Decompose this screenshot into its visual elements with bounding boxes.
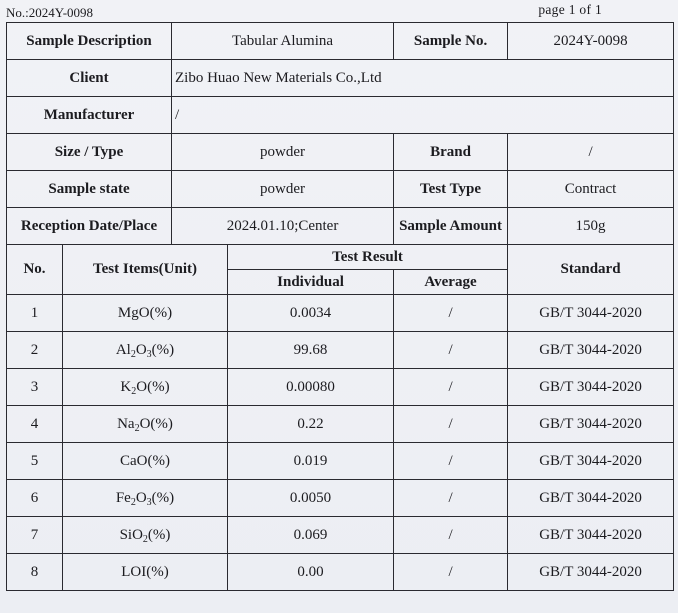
test-item — [63, 369, 228, 406]
row-number: 2 — [7, 332, 63, 369]
row-number: 1 — [7, 295, 63, 332]
item-unit: (%) — [151, 341, 175, 358]
individual-value: 0.0034 — [228, 295, 394, 332]
test-item — [63, 517, 228, 554]
manufacturer-label: Manufacturer — [7, 97, 172, 134]
standard-value: GB/T 3044-2020 — [508, 332, 674, 369]
sample-amount-value: 150g — [508, 208, 674, 245]
item-formula-main: SiO — [119, 526, 143, 543]
info-row-client — [7, 60, 674, 97]
page-indicator: page 1 of 1 — [538, 2, 602, 17]
item-formula-subscript: 2 — [142, 533, 148, 545]
average-value: / — [394, 443, 508, 480]
item-formula-main: K — [120, 378, 132, 395]
row-number: 3 — [7, 369, 63, 406]
item-formula-main: Al — [115, 341, 131, 358]
standard-value: GB/T 3044-2020 — [508, 517, 674, 554]
row-number: 8 — [7, 554, 63, 591]
row-number: 5 — [7, 443, 63, 480]
item-formula-main: MgO — [117, 304, 150, 321]
average-value: / — [394, 517, 508, 554]
individual-value: 0.0050 — [228, 480, 394, 517]
item-formula-tail: O — [135, 341, 147, 358]
row-number: 4 — [7, 406, 63, 443]
header-average: Average — [394, 270, 508, 295]
header-no: No. — [7, 245, 63, 295]
results-header-row-1 — [7, 245, 674, 270]
info-row-manufacturer — [7, 97, 674, 134]
item-formula-main: Na — [117, 415, 135, 432]
average-value: / — [394, 369, 508, 406]
row-number: 7 — [7, 517, 63, 554]
item-unit: (%) — [147, 452, 170, 469]
document-header — [6, 3, 672, 21]
item-formula-tail: O — [135, 489, 147, 506]
item-unit: (%) — [151, 489, 175, 506]
item-formula-subscript: 2 — [130, 496, 136, 508]
size-type-label: Size / Type — [7, 134, 172, 171]
sample-no-value: 2024Y-0098 — [508, 23, 674, 60]
manufacturer-value: / — [172, 97, 674, 134]
test-item — [63, 480, 228, 517]
item-formula-subscript-2: 3 — [146, 496, 152, 508]
item-formula-subscript: 2 — [130, 348, 136, 360]
row-number: 6 — [7, 480, 63, 517]
item-formula-subscript-2: 3 — [146, 348, 152, 360]
item-unit: (%) — [147, 378, 170, 395]
standard-value: GB/T 3044-2020 — [508, 480, 674, 517]
result-row — [7, 369, 674, 406]
item-unit: (%) — [146, 563, 169, 580]
individual-value: 0.069 — [228, 517, 394, 554]
sample-description-value: Tabular Alumina — [172, 23, 394, 60]
individual-value: 0.00 — [228, 554, 394, 591]
sample-amount-label: Sample Amount — [394, 208, 508, 245]
client-label: Client — [7, 60, 172, 97]
item-formula-main: CaO — [120, 452, 148, 469]
result-row — [7, 295, 674, 332]
individual-value: 0.00080 — [228, 369, 394, 406]
brand-value: / — [508, 134, 674, 171]
standard-value: GB/T 3044-2020 — [508, 295, 674, 332]
result-row — [7, 406, 674, 443]
reception-label: Reception Date/Place — [7, 208, 172, 245]
test-item — [63, 443, 228, 480]
test-type-label: Test Type — [394, 171, 508, 208]
results-body — [7, 295, 674, 591]
individual-value: 99.68 — [228, 332, 394, 369]
item-unit: (%) — [149, 304, 173, 321]
client-value: Zibo Huao New Materials Co.,Ltd — [172, 60, 674, 97]
sample-state-label: Sample state — [7, 171, 172, 208]
header-standard: Standard — [508, 245, 674, 295]
item-formula-tail: O — [136, 378, 148, 395]
test-type-value: Contract — [508, 171, 674, 208]
item-unit: (%) — [147, 526, 171, 543]
individual-value: 0.22 — [228, 406, 394, 443]
average-value: / — [394, 406, 508, 443]
item-formula-main: Fe — [115, 489, 131, 506]
reception-value: 2024.01.10;Center — [172, 208, 394, 245]
average-value: / — [394, 295, 508, 332]
item-unit: (%) — [150, 415, 173, 432]
result-row — [7, 332, 674, 369]
size-type-value: powder — [172, 134, 394, 171]
result-row — [7, 480, 674, 517]
sample-state-value: powder — [172, 171, 394, 208]
header-individual: Individual — [228, 270, 394, 295]
test-item — [63, 406, 228, 443]
sample-no-label: Sample No. — [394, 23, 508, 60]
standard-value: GB/T 3044-2020 — [508, 369, 674, 406]
average-value: / — [394, 332, 508, 369]
item-formula-subscript: 2 — [134, 422, 140, 434]
header-test-result: Test Result — [228, 245, 508, 270]
info-row-size-type — [7, 134, 674, 171]
info-row-sample-state — [7, 171, 674, 208]
test-item — [63, 295, 228, 332]
item-formula-main: LOI — [121, 563, 147, 580]
info-row-reception — [7, 208, 674, 245]
brand-label: Brand — [394, 134, 508, 171]
test-item — [63, 332, 228, 369]
header-test-items: Test Items(Unit) — [63, 245, 228, 295]
average-value: / — [394, 554, 508, 591]
standard-value: GB/T 3044-2020 — [508, 443, 674, 480]
item-formula-tail: O — [139, 415, 151, 432]
info-row-sample-description — [7, 23, 674, 60]
test-item — [63, 554, 228, 591]
item-formula-subscript: 2 — [131, 385, 137, 397]
standard-value: GB/T 3044-2020 — [508, 406, 674, 443]
average-value: / — [394, 480, 508, 517]
result-row — [7, 517, 674, 554]
standard-value: GB/T 3044-2020 — [508, 554, 674, 591]
individual-value: 0.019 — [228, 443, 394, 480]
test-report-table — [6, 22, 674, 591]
result-row — [7, 554, 674, 591]
document-number: No.:2024Y-0098 — [6, 5, 94, 20]
sample-description-label: Sample Description — [7, 23, 172, 60]
result-row — [7, 443, 674, 480]
